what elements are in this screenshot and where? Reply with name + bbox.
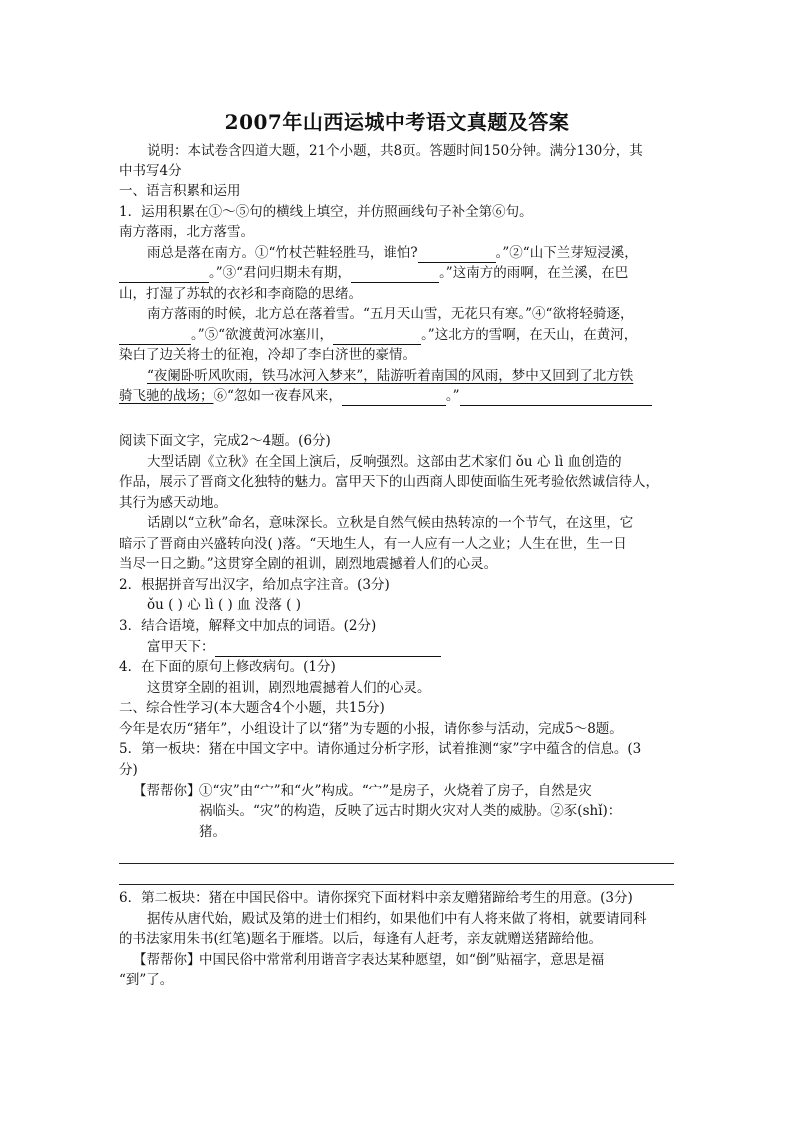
q1-line: 南方落雨，北方落雪。 <box>119 224 254 240</box>
intro-line-2: 中书写4分 <box>119 163 182 179</box>
reading-line: 当尽一日之勤。”这贯穿全剧的祖训，剧烈地震撼着人们的心灵。 <box>119 556 498 572</box>
help-label: 【帮帮你】 <box>133 783 201 799</box>
help-text: 猪。 <box>199 824 226 840</box>
question-6: 6．第二板块：猪在中国民俗中。请你探究下面材料中亲友赠猪蹄给考生的用意。(3分) <box>119 890 633 906</box>
q1-line: 染白了边关将士的征袍，冷却了李白济世的豪情。 <box>119 347 416 363</box>
question-4: 4．在下面的原句上修改病句。(1分) <box>119 659 336 675</box>
question-5-cont: 分) <box>119 762 138 778</box>
reading-line: 话剧以“立秋”命名，意味深长。立秋是自然气候由热转凉的一个节气，在这里，它 <box>147 515 634 531</box>
answer-blank-5[interactable] <box>333 330 421 345</box>
q1-line <box>119 263 674 283</box>
q4-sentence[interactable]: 这贯穿全剧的祖训，剧烈地震撼着人们的心灵。 <box>147 680 431 696</box>
q1-text: 。”⑤“欲渡黄河冰塞川， <box>191 327 334 343</box>
q1-text: 。” <box>445 388 460 404</box>
answer-blank-6[interactable] <box>342 391 446 406</box>
q1-text: 。”这北方的雪啊，在天山，在黄河， <box>421 327 638 343</box>
q1-line <box>147 243 702 263</box>
intro-line-1: 说明：本试卷含四道大题，21个小题，共8页。答题时间150分钟。满分130分，其 <box>147 143 643 159</box>
answer-blank-1[interactable] <box>418 248 496 263</box>
question-3: 3．结合语境，解释文中加点的词语。(2分) <box>119 618 377 634</box>
q1-model-sentence: “夜阑卧听风吹雨，铁马冰河入梦来”，陆游听着南国的风雨，梦中又回到了北方铁 <box>147 368 634 384</box>
help-label: 【帮帮你】 <box>133 952 201 968</box>
q1-text: ⑥“忽如一夜春风来， <box>213 388 342 404</box>
reading-line: 暗示了晋商由兴盛转向没( )落。“天地生人，有一人应有一人之业；人生在世，生一日 <box>119 536 627 552</box>
q1-line <box>119 325 674 345</box>
help-text: “到”了。 <box>119 972 174 988</box>
q1-line: 南方落雨的时候，北方总在落着雪。“五月天山雪，无花只有寒。”④“欲将轻骑逐， <box>147 306 634 322</box>
question-2: 2．根据拼音写出汉字，给加点字注音。(3分) <box>119 577 390 593</box>
reading-line: 作品，展示了晋商文化独特的魅力。富甲天下的山西商人即使面临生死考验依然诚信待人， <box>119 474 659 490</box>
help-text: ①“灾”由“宀”和“火”构成。“宀”是房子，火烧着了房子，自然是灾 <box>199 783 592 799</box>
question-1: 1．运用积累在①～⑤句的横线上填空，并仿照画线句子补全第⑥句。 <box>119 204 533 220</box>
q1-line <box>119 386 794 406</box>
answer-line[interactable] <box>119 863 674 864</box>
reading-intro: 阅读下面文字，完成2～4题。(6分) <box>119 433 331 449</box>
answer-blank-7[interactable] <box>460 391 652 406</box>
answer-blank-2[interactable] <box>119 268 209 283</box>
q1-text: 。”③“君问归期未有期， <box>209 265 352 281</box>
answer-blank-3[interactable] <box>351 268 439 283</box>
q1-model-sentence-end: 骑飞驰的战场； <box>119 388 214 404</box>
q6-material: 据传从唐代始，殿试及第的进士们相约，如果他们中有人将来做了将相，就要请同科 <box>147 911 647 927</box>
part2-intro: 今年是农历“猪年”，小组设计了以“猪”为专题的小报，请你参与活动，完成5～8题。 <box>119 721 623 737</box>
q1-line: 山，打湿了苏轼的衣衫和李商隐的思绪。 <box>119 286 362 302</box>
answer-blank-4[interactable] <box>119 330 191 345</box>
help-text: 祸临头。“灾”的构造，反映了远古时期火灾对人类的威胁。②豕(shǐ)： <box>199 803 622 819</box>
q6-material: 的书法家用朱书(红笔)题名于雁塔。以后，每逢有人赶考，亲友就赠送猪蹄给他。 <box>119 931 603 947</box>
reading-line: 其行为感天动地。 <box>119 495 227 511</box>
page-title: 2007年山西运城中考语文真题及答案 <box>224 110 570 134</box>
q3-answer-line <box>147 637 702 657</box>
help-text: 中国民俗中常常利用谐音字表达某种愿望，如“倒”贴福字，意思是福 <box>199 952 605 968</box>
answer-line[interactable] <box>119 884 674 885</box>
answer-blank-q3[interactable] <box>215 642 441 657</box>
q1-text: 雨总是落在南方。①“竹杖芒鞋轻胜马，谁怕? <box>147 245 418 261</box>
part1-heading: 一、语言积累和运用 <box>119 183 241 199</box>
q3-label: 富甲天下： <box>147 639 215 655</box>
q1-text: 。”这南方的雨啊，在兰溪，在巴 <box>439 265 629 281</box>
q1-text: 。”②“山下兰芽短浸溪， <box>495 245 638 261</box>
part2-heading: 二、综合性学习(本大题含4个小题，共15分) <box>119 700 385 716</box>
question-5: 5．第一板块：猪在中国文字中。请你通过分析字形，试着推测“家”字中蕴含的信息。(3 <box>119 741 642 757</box>
reading-line: 大型话剧《立秋》在全国上演后，反响强烈。这部由艺术家们 ǒu 心 lì 血创造的 <box>147 454 622 470</box>
q2-answer-line[interactable]: ǒu ( ) 心 lì ( ) 血 没落 ( ) <box>147 597 301 613</box>
